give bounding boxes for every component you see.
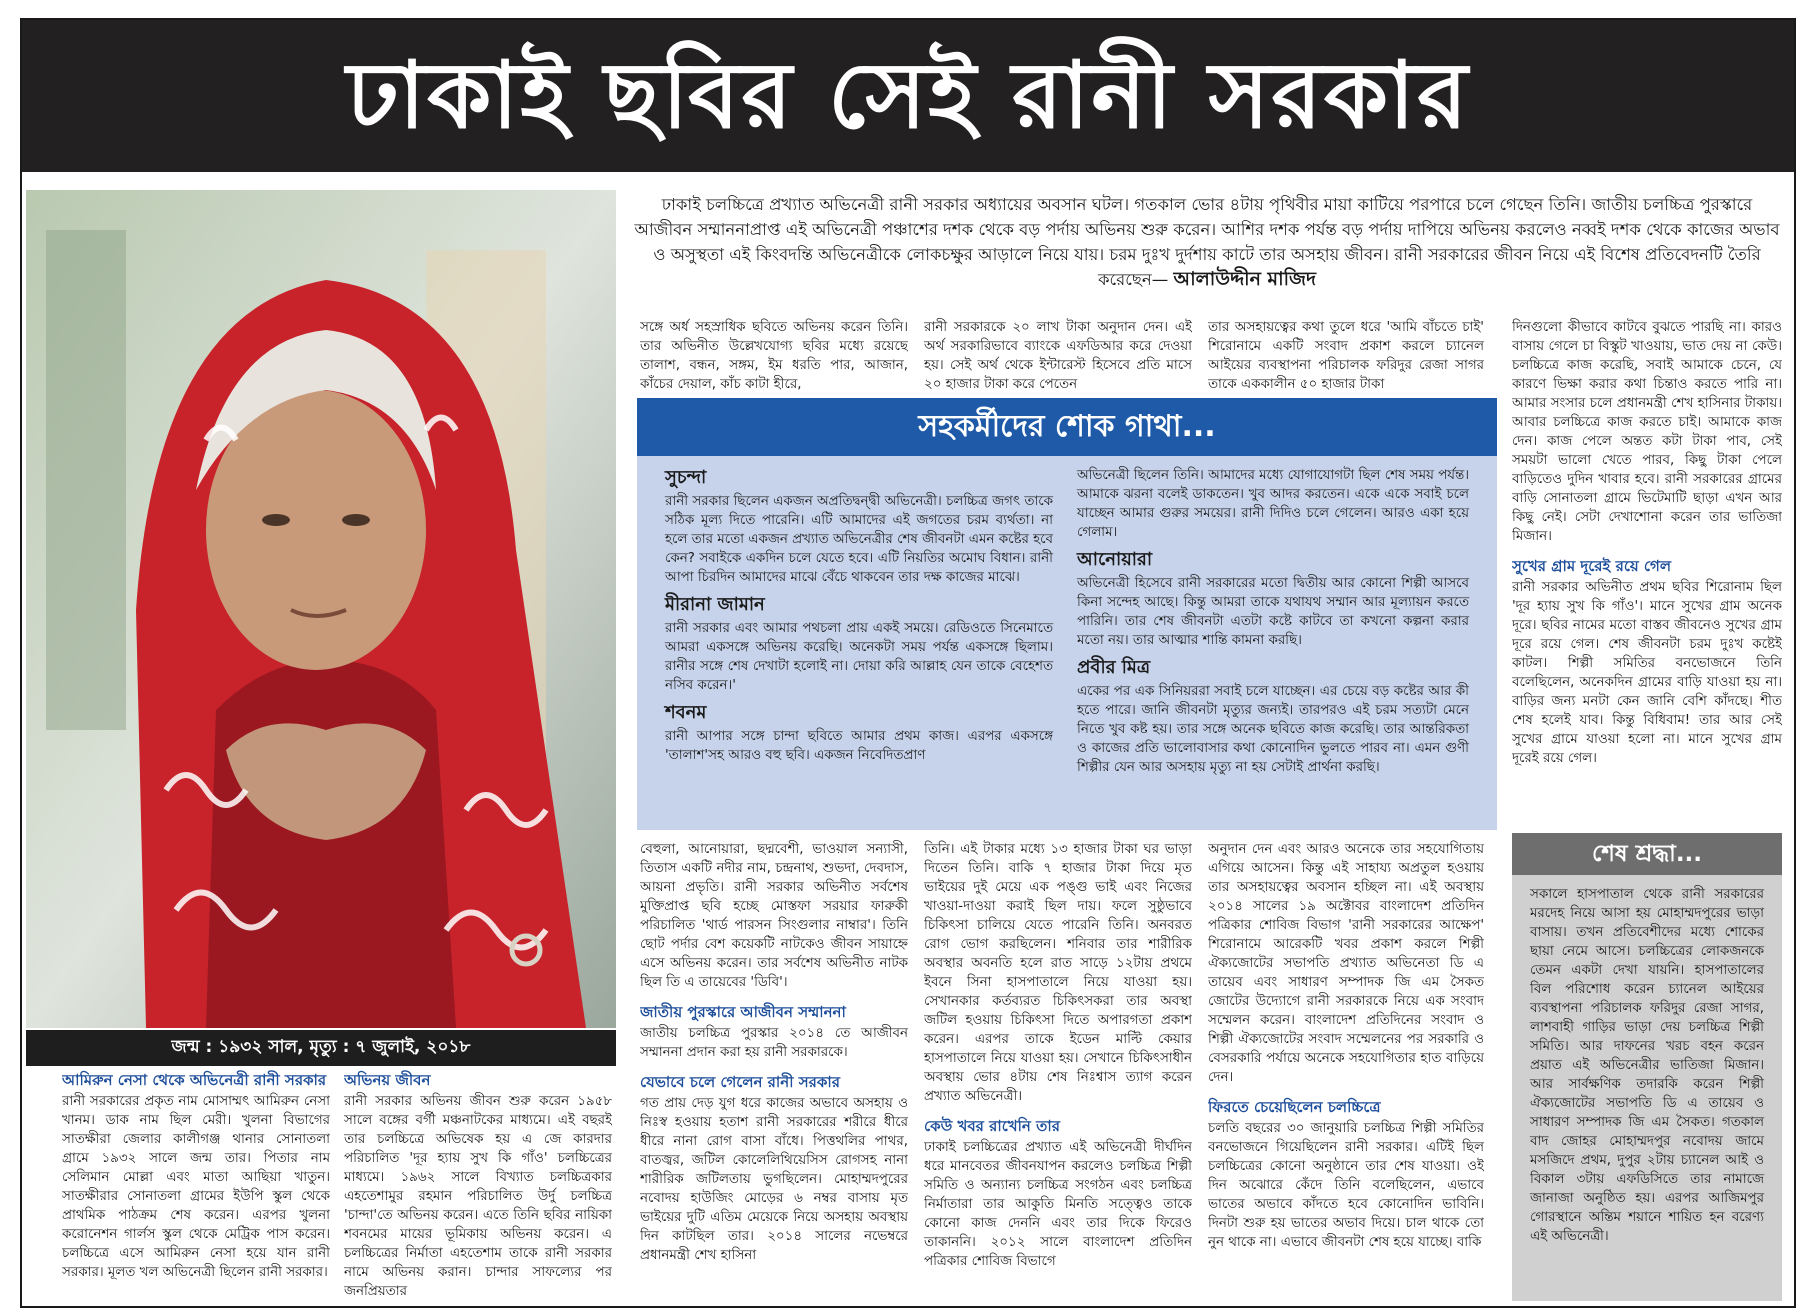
tribute-text: রানী সরকার এবং আমার পথচলা প্রায় একই সময়ে। রেডিওতে সিনেমাতে আমরা একসঙ্গে অভিনয় করেছি। অনেকটা সময় পর্যন্ত একসঙ্গে ছিলাম। রানীর সঙ্গে শেষ দেখাটা হলোই না। দোয়া করি আল্লাহ যেন তাকে বেহেশত নসিব করেন।' [665,621,1053,693]
tribute-text: অভিনেত্রী হিসেবে রানী সরকারের মতো দ্বিতীয় আর কোনো শিল্পী আসবে কিনা সন্দেহ আছে। কিন্তু আমরা তাকে যথাযথ সম্মান আর মূল্যায়ন করতে পারিনি। তার শেষ জীবনটা এতটা কষ্টে কাটবে তা কখনো কল্পনা করার মতো নয়। তার আত্মার শান্তি কামনা করছি। [1077,576,1469,648]
intro-block [632,192,1782,318]
bottom-column-4 [924,840,1192,1302]
section-heading: যেভাবে চলে গেলেন রানী সরকার [640,1073,840,1091]
section-text: চলতি বছরের ৩০ জানুয়ারি চলচ্চিত্র শিল্পী সমিতির বনভোজনে গিয়েছিলেন রানী সরকার। এটিই ছিল চলচ্চিত্রের কোনো অনুষ্ঠানে তার শেষ যাওয়া। ওই দিন অঝোরে কেঁদে তিনি বলেছিলেন, এভাবে ভাতের অভাবে কাঁদতে হবে কোনোদিন ভাবিনি। দিনটা শুরু হয় ভাতের অভাব দিয়ে। চাল থাকে তো নুন থাকে না। এভাবে জীবনটা শেষ হয়ে যাচ্ছে। বাকি [1208,1121,1484,1250]
upper-column-1: সঙ্গে অর্ধ সহস্রাধিক ছবিতে অভিনয় করেন তিনি। তার অভিনীত উল্লেখযোগ্য ছবির মধ্যে রয়েছে তালাশ, বন্ধন, সঙ্গম, ইম ধরতি পার, আজান, কাঁচের দেয়াল, কাঁচ কাটা হীরে, [640,320,908,392]
right-column-subhead: সুখের গ্রাম দূরেই রয়ে গেল [1512,557,1672,575]
upper-column-3: তার অসহায়ত্বের কথা তুলে ধরে 'আমি বাঁচতে চাই' শিরোনামে একটি সংবাদ প্রকাশ করলে চ্যানেল আইয়ের ব্যবস্থাপনা পরিচালক ফরিদুর রেজা সাগর তাকে এককালীন ৫০ হাজার টাকা [1208,320,1484,392]
section-text: রানী সরকারের প্রকৃত নাম মোসাম্মৎ আমিরুন নেসা খানম। ডাক নাম ছিল মেরী। খুলনা বিভাগের সাতক্ষীরা জেলার কালীগঞ্জ থানার সোনাতলা গ্রামে ১৯৩২ সালে জন্ম তার। পিতার নাম সেলিমান মোল্লা এবং মাতা আছিয়া খাতুন। সাতক্ষীরার সোনাতলা গ্রামের ইউপি স্কুল থেকে প্রাথমিক পাঠক্রম শেষ করেন। এরপর খুলনা করোনেশন গার্লস স্কুল থেকে মেট্রিক পাস করেন। চলচ্চিত্রে এসে আমিরুন নেসা হয়ে যান রানী সরকার। মূলত খল অভিনেত্রী ছিলেন রানী সরকার। [62,1094,330,1280]
final-tribute-text: সকালে হাসপাতাল থেকে রানী সরকারের মরদেহ নিয়ে আসা হয় মোহাম্মদপুরের ভাড়া বাসায়। তখন প্রতিবেশীদের মধ্যে শোকের ছায়া নেমে আসে। চলচ্চিত্রের লোকজনকে তেমন একটা দেখা যায়নি। হাসপাতালের বিল পরিশোধ করেন চ্যানেল আইয়ের ব্যবস্থাপনা পরিচালক ফরিদুর রেজা সাগর, লাশবাহী গাড়ির ভাড়া দেয় চলচ্চিত্র শিল্পী সমিতি। আর দাফনের খরচ বহন করেন প্রয়াত এই অভিনেত্রীর ভাতিজা মিজান। আর সার্বক্ষণিক তদারকি করেন শিল্পী ঐক্যজোটের সভাপতি ডি এ তায়েব ও সাধারণ সম্পাদক জি এম সৈকত। গতকাল বাদ জোহর মোহাম্মদপুর নবোদয় জামে মসজিদে প্রথম, দুপুর ২টায় চ্যানেল আই ও বিকাল ৩টায় এফডিসিতে তার নামাজে জানাজা অনুষ্ঠিত হয়। এরপর আজিমপুর গোরস্থানে অন্তিম শয়ানে শায়িত হন বরেণ্য এই অভিনেত্রী। [1530,887,1764,1244]
masthead [22,20,1794,172]
section-text: রানী সরকার অভিনয় জীবন শুরু করেন ১৯৫৮ সালে বঙ্গের বর্গী মঞ্চনাটকের মাধ্যমে। এই বছরই তার চলচ্চিত্রে অভিষেক হয় এ জে কারদার পরিচালিত 'দূর হ্যায় সুখ কি গাঁও' চলচ্চিত্রের মাধ্যমে। ১৯৬২ সালে বিখ্যাত চলচ্চিত্রকার এহতেশামুর রহমান পরিচালিত উর্দু চলচ্চিত্র 'চান্দা'তে অভিনয় করেন। এতে তিনি ছবির নায়িকা শবনমের মায়ের ভূমিকায় অভিনয় করেন। এ চলচ্চিত্রের নির্মাতা এহতেশাম তাকে রানী সরকার নামে অভিনয় করান। চান্দার সাফল্যের পর জনপ্রিয়তার [344,1094,612,1299]
section-heading: অভিনয় জীবন [344,1071,431,1089]
final-tribute-box [1512,833,1782,1301]
tribute-text: রানী সরকার ছিলেন একজন অপ্রতিদ্বন্দ্বী অভিনেত্রী। চলচ্চিত্র জগৎ তাকে সঠিক মূল্য দিতে পারেনি। এটি আমাদের এই জগতের চরম ব্যর্থতা। না হলে তার মতো একজন প্রখ্যাত অভিনেত্রীর শেষ জীবনটা এমন কষ্টের হবে কেন? সবাইকে একদিন চলে যেতে হবে। এটি নিয়তির অমোঘ বিধান। রানী আপা চিরদিন আমাদের মাঝে বেঁচে থাকবেন তার দক্ষ কাজের মাঝে। [665,494,1053,585]
upper-column-2: রানী সরকারকে ২০ লাখ টাকা অনুদান দেন। এই অর্থ সরকারিভাবে ব্যাংকে এফডিআর করে দেওয়া হয়। সেই অর্থ থেকে ইন্টারেস্ট হিসেবে প্রতি মাসে ২০ হাজার টাকা করে পেতেন [924,320,1192,392]
condolence-right-column [1077,466,1469,777]
tribute-text: রানী আপার সঙ্গে চান্দা ছবিতে আমার প্রথম কাজ। এরপর একসঙ্গে 'তালাশ'সহ আরও বহু ছবি। একজন নিবেদিতপ্রাণ [665,729,1053,763]
photo-caption: জন্ম : ১৯৩২ সাল, মৃত্যু : ৭ জুলাই, ২০১৮ [26,1030,616,1066]
section-text: জাতীয় চলচ্চিত্র পুরস্কার ২০১৪ তে আজীবন সম্মাননা প্রদান করা হয় রানী সরকারকে। [640,1026,908,1060]
final-tribute-title: শেষ শ্রদ্ধা... [1512,833,1782,875]
tribute-name: মীরানা জামান [665,594,765,615]
intro-text: ঢাকাই চলচ্চিত্রে প্রখ্যাত অভিনেত্রী রানী সরকার অধ্যায়ের অবসান ঘটল। গতকাল ভোর ৪টায় পৃথিবীর মায়া কাটিয়ে পরপারে চলে গেছেন তিনি। জাতীয় চলচ্চিত্র পুরস্কারে আজীবন সম্মাননাপ্রাপ্ত এই অভিনেত্রী পঞ্চাশের দশক থেকে বড় পর্দায় অভিনয় শুরু করেন। আশির দশক পর্যন্ত বড় পর্দায় দাপিয়ে অভিনয় করলেও নব্বই দশক থেকে কাজের অভাব ও অসুস্থতা এই কিংবদন্তি অভিনেত্রীকে লোকচক্ষুর আড়ালে নিয়ে যায়। চরম দুঃখ দুর্দশায় কাটে তার অসহায় জীবন। রানী সরকারের জীবন নিয়ে এই বিশেষ প্রতিবেদনটি তৈরি করেছেন— [634,195,1780,289]
section-heading: ফিরতে চেয়েছিলেন চলচ্চিত্রে [1208,1098,1381,1116]
tribute-name: শবনম [665,702,707,723]
bottom-column-5 [1208,840,1484,1302]
tribute-name: সুচন্দা [665,467,707,488]
newspaper-page [20,18,1796,1308]
section-text: অনুদান দেন এবং আরও অনেকে তার সহযোগিতায় এগিয়ে আসেন। কিন্তু এই সাহায্য অপ্রতুল হওয়ায় তার অসহায়ত্বের অবসান হচ্ছিল না। এই অবস্থায় ২০১৪ সালের ১৯ অক্টোবর বাংলাদেশ প্রতিদিন পত্রিকার শোবিজ বিভাগ 'রানী সরকারের আক্ষেপ' শিরোনামে আরেকটি খবর প্রকাশ করলে শিল্পী ঐক্যজোটের সভাপতি প্রখ্যাত অভিনেতা ডি এ তায়েব এবং সাধারণ সম্পাদক জি এম সৈকত জোটের উদ্যোগে রানী সরকারকে নিয়ে এক সংবাদ সম্মেলন করেন। বাংলাদেশ প্রতিদিনের সংবাদ ও শিল্পী ঐক্যজোটের সংবাদ সম্মেলনের পর সরকারি ও বেসরকারি পর্যায়ে অনেকে সহযোগিতার হাত বাড়িয়ে দেন। [1208,842,1484,1085]
condolence-title: সহকর্মীদের শোক গাথা... [637,398,1497,456]
portrait-illustration [26,190,616,1028]
tribute-name: আনোয়ারা [1077,549,1153,570]
bottom-column-2 [344,1070,612,1302]
right-column-text-1: দিনগুলো কীভাবে কাটবে বুঝতে পারছি না। কারও বাসায় গেলে চা বিস্কুট খাওয়ায়, ভাত দেয় না কেউ। চলচ্চিত্রে কাজ করেছি, সবাই আমাকে চেনে, যে কারণে ভিক্ষা করার কথা চিন্তাও করতে পারি না। আমার সংসার চলে প্রধানমন্ত্রী শেখ হাসিনার টাকায়। আবার চলচ্চিত্রে কাজ করতে চাই। আমাকে কাজ দেন। কাজ পেলে অন্তত কটা টাকা পাব, সেই সময়টা ভালো খেতে পারব, কিছু টাকা পেলে বাড়িতেও দুদিন খাবার হবে। রানী সরকারের গ্রামের বাড়ি সোনাতলা গ্রামে ভিটেমাটি ছাড়া এখন আর কিছু নেই। সেটা দেখাশোনা করেন তার ভাতিজা মিজান। [1512,320,1782,544]
tribute-text: একের পর এক সিনিয়ররা সবাই চলে যাচ্ছেন। এর চেয়ে বড় কষ্টের আর কী হতে পারে। জানি জীবনটা মৃত্যুর জন্যই। তারপরও এই চরম সত্যটা মেনে নিতে খুব কষ্ট হয়। তার সঙ্গে অনেক ছবিতে কাজ করেছি। তার আন্তরিকতা ও কাজের প্রতি ভালোবাসার কথা কোনোদিন ভুলতে পারব না। এমন গুণী শিল্পীর যেন আর অসহায় মৃত্যু না হয় সেটাই প্রার্থনা করছি। [1077,684,1469,775]
section-heading: জাতীয় পুরস্কারে আজীবন সম্মাননা [640,1003,846,1021]
tribute-text: অভিনেত্রী ছিলেন তিনি। আমাদের মধ্যে যোগাযোগটা ছিল শেষ সময় পর্যন্ত। আমাকে ঝরনা বলেই ডাকতেন। খুব আদর করতেন। একে একে সবাই চলে যাচ্ছেন আমার গুরুর সময়ের। রানী দিদিও চলে গেলেন। আরও একা হয়ে গেলাম। [1077,468,1469,540]
section-text: বেহুলা, আনোয়ারা, ছদ্মবেশী, ভাওয়াল সন্যাসী, তিতাস একটি নদীর নাম, চন্দ্রনাথ, শুভদা, দেবদাস, আয়না প্রভৃতি। রানী সরকার অভিনীত সর্বশেষ মুক্তিপ্রাপ্ত ছবি হচ্ছে মোস্তফা সরয়ার ফারুকী পরিচালিত 'থার্ড পারসন সিংগুলার নাম্বার'। তিনি ছোট পর্দার বেশ কয়েকটি নাটকেও জীবন সায়াহ্নে এসে অভিনয় করেন। তার সর্বশেষ অভিনীত নাটক ছিল তি এ তায়েবের 'ডিবি'। [640,842,908,990]
section-heading: কেউ খবর রাখেনি তার [924,1117,1060,1135]
headline: ঢাকাই ছবির সেই রানী সরকার [346,42,1470,149]
section-text: তিনি। এই টাকার মধ্যে ১৩ হাজার টাকা ঘর ভাড়া দিতেন তিনি। বাকি ৭ হাজার টাকা দিয়ে মৃত ভাইয়ের দুই মেয়ে এক পঙ্গু ভাই এবং নিজের খাওয়া-দাওয়া করাই ছিল দায়। ফলে সুষ্ঠুভাবে চিকিৎসা চালিয়ে যেতে পারেনি তিনি। অনবরত রোগ ভোগ করছিলেন। শনিবার তার শারীরিক অবস্থার অবনতি হলে রাত সাড়ে ১২টায় প্রথমে ইবনে সিনা হাসপাতালে নিয়ে যাওয়া হয়। সেখানকার কর্তব্যরত চিকিৎসকরা তার অবস্থা জটিল হওয়ায় চিকিৎসা দিতে অপারগতা প্রকাশ করেন। এরপর তাকে ইডেন মাল্টি কেয়ার হাসপাতালে নিয়ে যাওয়া হয়। সেখানে চিকিৎসাধীন অবস্থায় ভোর ৪টায় শেষ নিঃশ্বাস ত্যাগ করেন প্রখ্যাত অভিনেত্রী। [924,842,1192,1104]
section-heading: আমিরুন নেসা থেকে অভিনেত্রী রানী সরকার [62,1071,327,1089]
bottom-column-3 [640,840,908,1302]
byline: আলাউদ্দীন মাজিদ [1173,268,1317,290]
section-text: ঢাকাই চলচ্চিত্রের প্রখ্যাত এই অভিনেত্রী দীর্ঘদিন ধরে মানবেতর জীবনযাপন করলেও চলচ্চিত্র শিল্পী সমিতি ও অন্যান্য চলচ্চিত্র সংগঠন এবং চলচ্চিত্র নির্মাতারা তার আকুতি মিনতি সত্ত্বেও তাকে কোনো কাজ দেননি এবং তার দিকে ফিরেও তাকাননি। ২০১২ সালে বাংলাদেশ প্রতিদিন পত্রিকার শোবিজ বিভাগে [924,1140,1192,1269]
right-column [1512,318,1782,823]
tribute-name: প্রবীর মিত্র [1077,657,1151,678]
condolence-left-column [665,466,1053,765]
section-text: গত প্রায় দেড় যুগ ধরে কাজের অভাবে অসহায় ও নিঃস্ব হওয়ায় হতাশ রানী সরকারের শরীরে ধীরে ধীরে নানা রোগ বাসা বাঁধে। পিত্তথলির পাথর, বাতজ্বর, জটিল কোলেলিথিয়েসিস রোগসহ নানা শারীরিক জটিলতায় ভুগছিলেন। মোহাম্মদপুরের নবোদয় হাউজিং মোড়ের ৬ নম্বর বাসায় মৃত ভাইয়ের দুটি এতিম মেয়েকে নিয়ে অসহায় অবস্থায় দিন কাটছিল তার। ২০১৪ সালের নভেম্বরে প্রধানমন্ত্রী শেখ হাসিনা [640,1096,908,1263]
portrait-photo [26,190,616,1028]
right-column-text-2: রানী সরকার অভিনীত প্রথম ছবির শিরোনাম ছিল 'দূর হ্যায় সুখ কি গাঁও'। মানে সুখের গ্রাম অনেক দূরে। ছবির নামের মতো বাস্তব জীবনেও সুখের গ্রাম দূরে রয়ে গেল। শেষ জীবনটা চরম দুঃখ কষ্টেই কাটল। শিল্পী সমিতির বনভোজনে তিনি বলেছিলেন, অনেকদিন গ্রামের বাড়ি যাওয়া হয় না। বাড়ির জন্য মনটা কেন জানি বেশি কাঁদছে। শীত শেষ হলেই যাব। কিন্তু বিধিবাম! তার আর সেই সুখের গ্রামে যাওয়া হলো না। মানে সুখের গ্রাম দূরেই রয়ে গেল। [1512,580,1782,766]
bottom-column-1 [62,1070,330,1302]
condolence-box [637,398,1497,830]
